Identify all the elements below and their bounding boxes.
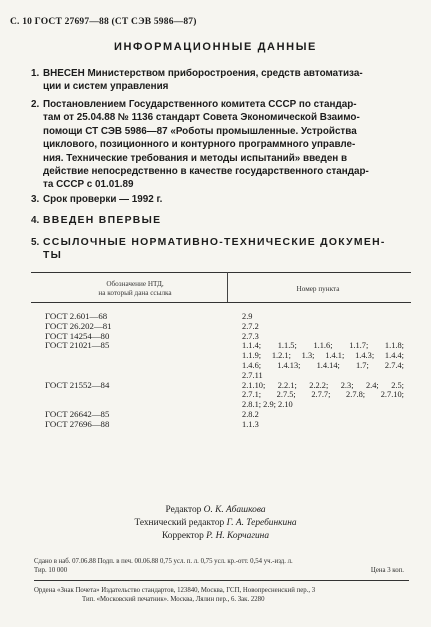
- item-number: 1.: [31, 68, 40, 79]
- table-row-refs: 2.1.10; 2.2.1; 2.2.2; 2.3; 2.4; 2.5;: [242, 380, 404, 390]
- item-number: 2.: [31, 99, 40, 110]
- page-title: ИНФОРМАЦИОННЫЕ ДАННЫЕ: [113, 41, 317, 53]
- item-text-line: ции и систем управления: [43, 81, 169, 93]
- table-row-doc: ГОСТ 21552—84: [45, 379, 110, 390]
- info-item-5: [31, 236, 409, 263]
- item-text-line: действие непосредственно в качестве государственного стандар-: [43, 166, 369, 178]
- table-header-clause: Номер пункта: [296, 285, 340, 293]
- credit-corrector: Корректор Р. Н. Корчагина: [161, 531, 270, 541]
- item-text-line: та СССР с 01.01.89: [43, 179, 134, 191]
- credits-block: [0, 504, 431, 543]
- item-text-line: ния. Технические требования и методы испытаний» введен в: [43, 152, 348, 164]
- table-row-doc: ГОСТ 27696—88: [45, 418, 110, 429]
- table-clause-column: [242, 312, 404, 430]
- info-item-3: [31, 193, 409, 206]
- footer-line: Тип. «Московский печатник». Москва, Лялин пер., 6. Зак. 2280: [82, 596, 265, 604]
- table-row-doc: ГОСТ 2.601—68: [45, 311, 108, 321]
- table-row-refs: 1.1.9; 1.2.1; 1.3; 1.4.1; 1.4.3; 1.4.4;: [242, 351, 404, 361]
- table-header-document: Обозначение НТД, на который дана ссылка: [98, 280, 172, 297]
- table-row-refs: 2.9: [242, 312, 253, 321]
- item-text-line: помощи СТ СЭВ 5986—87 «Роботы промышленные. Устройства: [43, 125, 357, 137]
- table-top-rule: [31, 272, 411, 273]
- credit-editor: Редактор О. К. Абашкова: [165, 505, 266, 515]
- info-item-4: [31, 214, 409, 227]
- table-column-divider: [227, 272, 228, 302]
- imprint: [34, 557, 404, 575]
- item-text-line: Постановлением Государственного комитета СССР по стандар-: [43, 99, 357, 110]
- item-number: 5.: [31, 237, 40, 248]
- footer-rule: [34, 580, 409, 581]
- item-text-line: ВНЕСЕН Министерством приборостроения, средств автоматиза-: [43, 68, 363, 79]
- table-doc-column: [45, 312, 112, 430]
- publisher-footer: [34, 586, 414, 604]
- table-row-refs: 2.8.1; 2.9; 2.10: [242, 400, 293, 410]
- table-row-doc: ГОСТ 26.202—81: [45, 320, 112, 331]
- table-row-doc: ГОСТ 26642—85: [45, 408, 110, 419]
- footer-line: Ордена «Знак Почета» Издательство стандартов, 123840, Москва, ГСП, Новопресненский пер., 3: [34, 587, 316, 594]
- item-number: 3.: [31, 194, 40, 205]
- imprint-price: Цена 3 коп.: [370, 567, 404, 575]
- table-row-refs: 2.7.1; 2.7.5; 2.7.7; 2.7.8; 2.7.10;: [242, 390, 404, 400]
- table-row-doc: ГОСТ 21021—85: [45, 340, 110, 351]
- table-row-refs: 2.7.11: [242, 370, 263, 380]
- table-row-refs: 1.1.4; 1.1.5; 1.1.6; 1.1.7; 1.1.8;: [242, 341, 404, 351]
- table-row-doc: ГОСТ 14254—80: [45, 330, 110, 341]
- item-text-line: Срок проверки — 1992 г.: [43, 194, 163, 205]
- credit-tech-editor: Технический редактор Г. А. Теребинкина: [134, 518, 297, 528]
- page-header: С. 10 ГОСТ 27697—88 (СТ СЭВ 5986—87): [10, 17, 197, 27]
- item-number: 4.: [31, 215, 40, 226]
- item-text-line: ВВЕДЕН ВПЕРВЫЕ: [43, 215, 162, 226]
- imprint-line: Сдано в наб. 07.06.88 Подп. в печ. 00.06.88 0,75 усл. п. л. 0,75 усл. кр.-отт. 0,54 уч.-изд. л.: [34, 558, 293, 565]
- info-item-1: [31, 67, 409, 94]
- table-row-refs: 2.7.2: [242, 321, 259, 331]
- item-text-line: там от 25.04.88 № 1136 стандарт Совета Экономической Взаимо-: [43, 112, 360, 124]
- table-row-refs: 2.8.2: [242, 409, 259, 419]
- info-item-2: [31, 98, 409, 192]
- imprint-print-run: Тир. 10 000: [34, 567, 68, 575]
- table-row-refs: 1.4.6; 1.4.13; 1.4.14; 1.7; 2.7.4;: [242, 360, 404, 370]
- table-row-refs: 1.1.3: [242, 419, 259, 429]
- table-row-refs: 2.7.3: [242, 331, 259, 341]
- item-text-line: циклового, позиционного и контурного программного управле-: [43, 139, 356, 151]
- item-text-line: ТЫ: [43, 250, 63, 262]
- item-text-line: ССЫЛОЧНЫЕ НОРМАТИВНО-ТЕХНИЧЕСКИЕ ДОКУМЕН-: [43, 237, 386, 248]
- table-header-rule: [31, 302, 411, 303]
